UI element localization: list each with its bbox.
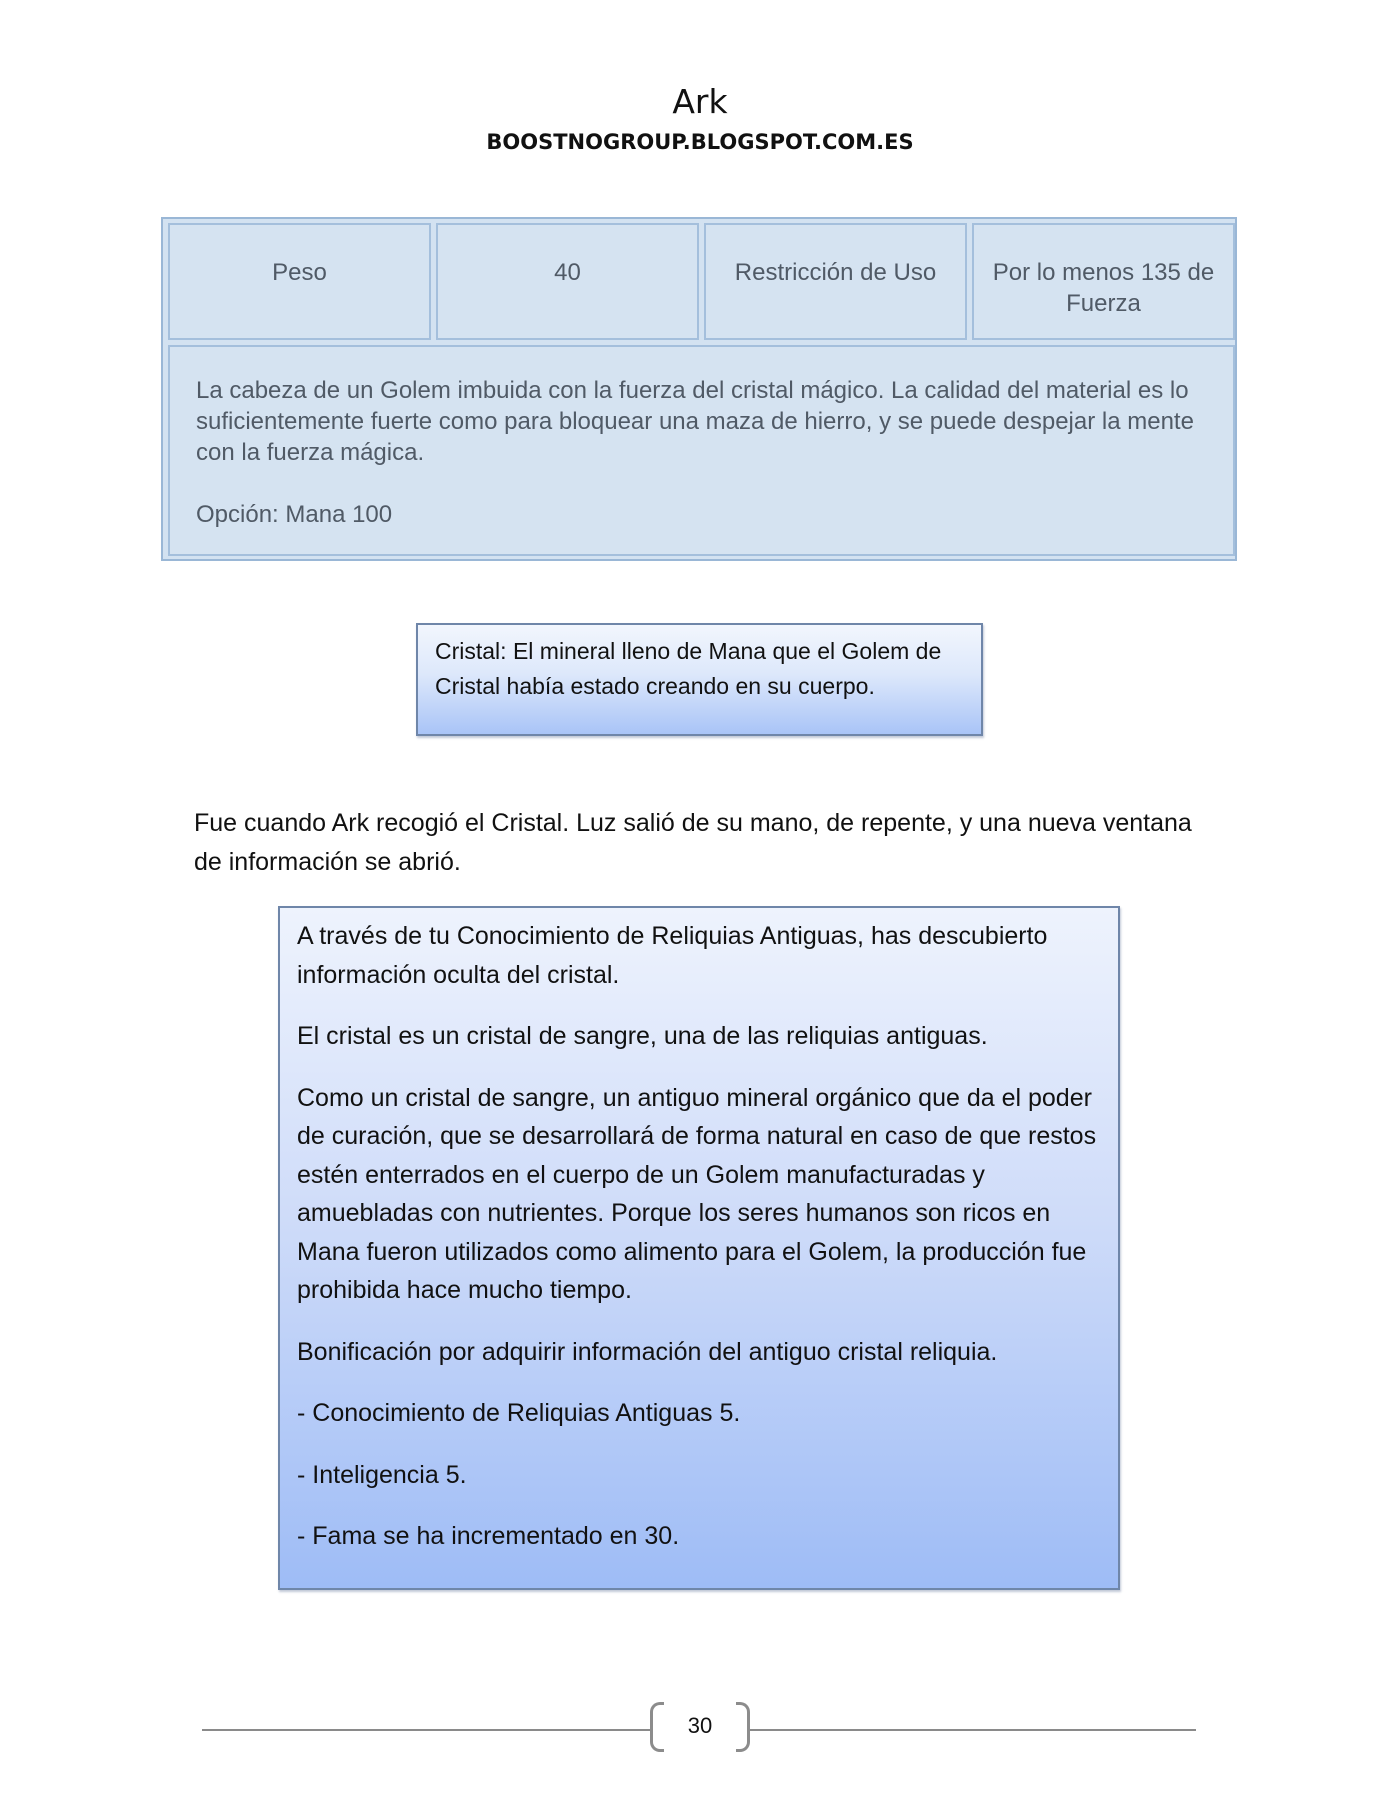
- footer-rule-right: [750, 1729, 1196, 1731]
- document-title: Ark: [672, 82, 728, 121]
- hidden-info-window: [278, 906, 1120, 1590]
- bonus-item: - Inteligencia 5.: [297, 1460, 467, 1489]
- item-description-cell: [168, 345, 1235, 556]
- bonus-item: - Fama se ha incrementado en 30.: [297, 1522, 680, 1550]
- bonus-item: - Conocimiento de Reliquias Antiguas 5.: [297, 1399, 741, 1427]
- crystal-info-box: [416, 623, 983, 736]
- restriction-label-cell: Restricción de Uso: [704, 223, 967, 340]
- item-stats-table: [161, 217, 1237, 561]
- crystal-info-text: Cristal: El mineral lleno de Mana que el Golem de Cristal había estado creando en su cuerpo.: [435, 638, 942, 699]
- site-url: BOOSTNOGROUP.BLOGSPOT.COM.ES: [486, 130, 914, 154]
- info-paragraph: El cristal es un cristal de sangre, una de las reliquias antiguas.: [297, 1022, 988, 1050]
- footer-rule-left: [202, 1729, 650, 1731]
- info-paragraph: Bonificación por adquirir información del antiguo cristal reliquia.: [297, 1337, 998, 1366]
- page-number: 30: [687, 1713, 713, 1738]
- info-paragraph: A través de tu Conocimiento de Reliquias Antiguas, has descubierto información oculta del cristal.: [297, 922, 1048, 989]
- weight-value-cell: 40: [436, 223, 699, 340]
- item-description: La cabeza de un Golem imbuida con la fuerza del cristal mágico. La calidad del material es lo suficientemente fuerte como para bloquear una maza de hierro, y se puede despejar la mente con la fuerza mágica.: [196, 377, 1194, 466]
- narrative-paragraph: Fue cuando Ark recogió el Cristal. Luz salió de su mano, de repente, y una nueva ventana de información se abrió.: [194, 809, 1192, 876]
- item-option: Opción: Mana 100: [196, 501, 393, 528]
- close-brace-icon: [736, 1702, 750, 1752]
- open-brace-icon: [650, 1702, 664, 1752]
- weight-label-cell: Peso: [168, 223, 431, 340]
- restriction-value-cell: Por lo menos 135 de Fuerza: [972, 223, 1235, 340]
- info-paragraph: Como un cristal de sangre, un antiguo mineral orgánico que da el poder de curación, que se desarrollará de forma natural en caso de que restos estén enterrados en el cuerpo de un Golem manufacturadas y amuebladas con nutrientes. Porque los seres humanos son ricos en Mana fueron utilizados como alimento para el Golem, la producción fue prohibida hace mucho tiempo.: [297, 1083, 1097, 1304]
